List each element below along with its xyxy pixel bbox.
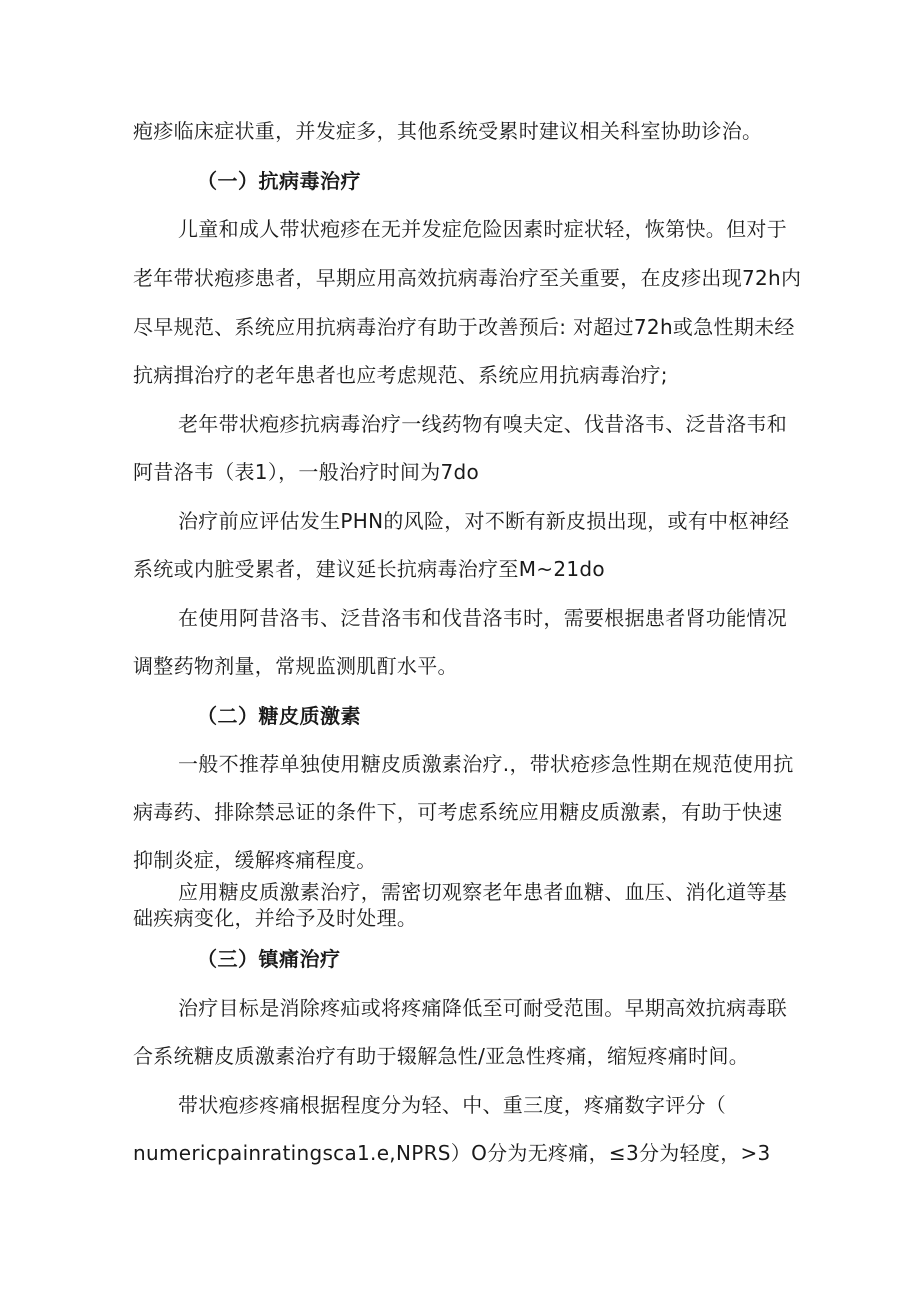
paragraph-line: 带状疱疹疼痛根据程度分为轻、中、重三度，疼痛数字评分（ (178, 1093, 727, 1117)
section-heading-antiviral: （一）抗病毒治疗 (197, 169, 361, 193)
paragraph-line: 抑制炎症，缓解疼痛程度。 (133, 848, 377, 872)
paragraph-line: 合系统糖皮质激素治疗有助于辍解急性/亚急性疼痛，缩短疼痛时间。 (133, 1044, 750, 1068)
section-heading-analgesia: （三）镇痛治疗 (197, 947, 341, 971)
paragraph-line: 系统或内脏受累者，建议延长抗病毒治疗至M~21do (133, 557, 605, 581)
paragraph-line: 治疗前应评估发生PHN的风险，对不断有新皮损出现，或有中枢神经 (178, 509, 790, 533)
paragraph-line: 抗病揖治疗的老年患者也应考虑规范、系统应用抗病毒治疗; (133, 363, 668, 387)
paragraph-line: 老年带状疱疹患者，早期应用高效抗病毒治疗至关重要，在皮疹出现72h内 (133, 266, 802, 290)
paragraph-line: 在使用阿昔洛韦、泛昔洛韦和伐昔洛韦时，需要根据患者肾功能情况 (178, 606, 787, 630)
paragraph-line: 应用糖皮质激素治疗，需密切观察老年患者血糖、血压、消化道等基 (178, 880, 787, 904)
paragraph-line: 病毒药、排除禁忌证的条件下，可考虑系统应用糖皮质激素，有助于快速 (133, 800, 783, 824)
paragraph-line: numericpainratingsca1.e,NPRS）O分为无疼痛，≤3分为轻度，>3 (133, 1141, 771, 1165)
paragraph-line: 阿昔洛韦（表1），一般治疗时间为7do (133, 460, 480, 484)
paragraph-line: 础疾病变化，并给予及时处理。 (133, 906, 418, 930)
paragraph-line: 老年带状疱疹抗病毒治疗一线药物有嗅夫定、伐昔洛韦、泛昔洛韦和 (178, 412, 787, 436)
section-heading-glucocorticoid: （二）糖皮质激素 (197, 704, 361, 728)
intro-line: 疱疹临床症状重，并发症多，其他系统受累时建议相关科室协助诊治。 (133, 119, 763, 143)
paragraph-line: 儿童和成人带状疱疹在无并发症危险因素时症状轻，恢第快。但对于 (178, 217, 787, 241)
paragraph-line: 一般不推荐单独使用糖皮质激素治疗.，带状疮疹急性期在规范使用抗 (178, 752, 794, 776)
paragraph-line: 治疗目标是消除疼疝或将疼痛降低至可耐受范围。早期高效抗病毒联 (178, 996, 787, 1020)
paragraph-line: 调整药物剂量，常规监测肌酊水平。 (133, 654, 458, 678)
paragraph-line: 尽早规范、系统应用抗病毒治疗有助于改善预后: 对超过72h或急性期未经 (133, 315, 795, 339)
